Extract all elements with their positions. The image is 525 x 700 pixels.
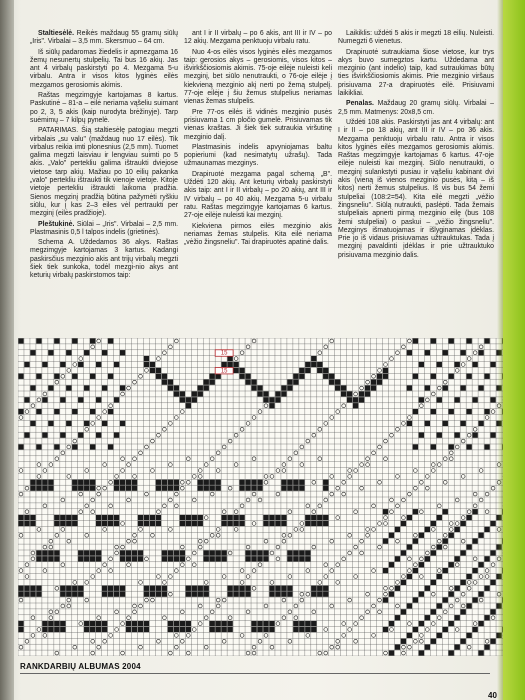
paragraph: Plastmasinis indelis apvyniojamas baltu popieriumi (kad nesimatytų užrašų). Tada užmaunamas mezginys. (184, 143, 332, 168)
text-column-middle (184, 30, 332, 249)
paragraph: Staltiesėlė. Reikės maždaug 55 gramų siūlų „Iris". Virbalai – 3,5 mm. Skersmuo – 64 cm. (30, 30, 178, 46)
knitting-chart (18, 338, 508, 656)
paragraph: Kiekviena pirmos eilės mezginio akis neriamas žemas stulpelis. Kita eilė neriama „vėžio žingsneliu". Tai drapiruotės apatinė dalis. (184, 222, 332, 247)
paragraph: Drapiruotė sutraukiama šiose vietose, kur trys akys buvo sumegztos kartu. Uždedama ant mezginio (ant indelio) taip, kad sutraukimas būtų ties išvirkščiosiomis akimis. Prie mezginio viršaus prisiuvama 27-a drapiruotės eilė. Prisiuvami laikikliai. (338, 48, 494, 98)
paragraph: Pre 77-os eilės iš vidinės mezginio pusės prisiuvama 1 cm pločio gumelė. Prisiuvamas tik vienas kraštas. Ji šiek tiek sutraukia viršutinę mezginio dalį. (184, 108, 332, 141)
section-heading-pencil-holder: Pleštukinė. (38, 220, 75, 228)
paragraph: Pleštukinė. Siūlai – „Iris". Virbalai – 2,5 mm. Plastmasinis 0,5 l talpos indelis (grietinės). (30, 220, 178, 236)
section-heading-pencil-case: Penalas. (346, 100, 374, 108)
magazine-footer-title: RANKDARBIŲ ALBUMAS 2004 (20, 662, 141, 671)
paragraph: Raštas megzimgyje kartojamas 8 kartus. Paskutinė – 81-a – eilė neriama vąšeliu suimant po 2, 3, 5 akis (kaip nurodyta brėžinyje). Tarp suėmimų – 7 kilpų pynelė. (30, 92, 178, 124)
section-heading-tablecloth: Staltiesėlė. (38, 30, 75, 37)
text-column-left (30, 30, 178, 283)
paragraph: Penalas. Maždaug 20 gramų siūlų. Virbalai – 2,5 mm. Matmenys: 20x8,5 cm. (338, 100, 494, 116)
green-page-edge (503, 0, 525, 700)
paragraph: Drapiruotė mezgama pagal schemą „B". Uždėti 120 akių. Ant keturių virbalų paskirstyti akis taip: ant I ir II virbalų – po 20 akių, ant III ir IV virbalų – po 40 akių. Mezgama 5-u virbalu ratu. Raštas megzimgyje kartojamas 6 kartus. 27-oje eilėje nuleisti kai mezginį. (184, 170, 332, 220)
knitting-chart-grid (18, 338, 508, 656)
paragraph: Nuo 4-os eilės visos lyginės eilės mezgamos taip: gerosios akys – gerosiomis, visos kitos – išvirkščiosiomis akimis. 75-oje eilėje nuleisti keli mezginį, bet siūlo nenutraukti, o 76-oje eilėje į kiekvieną mezginio akį nerti po žemą stulpelį. 77-oje eilėje į šiu žemus stulpelius neriamas vienas žemas stulpelis. (184, 48, 332, 106)
book-spine-shadow (0, 0, 14, 700)
footer-divider (20, 673, 490, 674)
tip-paragraph: PATARIMAS. Šią staltiesėlę patogiau megzti virbalais „su valu" (maždaug nuo 17 eilės). Tik virbalus reikia imti plonesnius (2,5 mm). Tuomet galima megzti laisviau ir lengviau suimti po 5 akis. „Valo" pertekliu galima ištraukti dviejose vietose tarp akių. Mažiau po 10 eilių pakanka „valo" pertekliu ištraukti tik vienoje vietoje. Kitoje vietoje pertekliu ištraukti laikoma pradžia. Sienos megzinį pradžią būtina pažymėti ryškiu siūlu, kur į kas 2–3 eiles vėl pertraukti per mezginį (eilės pradžioje). (30, 127, 178, 218)
page-number: 40 (488, 691, 497, 700)
paragraph: Laikiklis: uždėti 5 akis ir megzti 18 eilių. Nuleisti. Numegzti 6 vienetus. (338, 30, 494, 46)
paragraph: Schema A. Uždedamos 36 akys. Raštas megzimgyje kartojamas 3 kartus. Kadangi paskirsčius mezginio akis ant trijų virbalų megzti šiek tiek sunkoka, todėl mezgi-nio akys ant keturių virbalų paskirstomos taip: (30, 239, 178, 280)
paragraph: Uždėti 108 akis. Paskirstyti jas ant 4 virbalų: ant I ir II – po 18 akių, ant III ir IV – po 36 akis. Mezgama penktuoju virbalu ratu. Antra ir visos kitos lyginės eilės mezgamos gerosiomis akimis. Raštas megzimgyje kartojamas 6 kartus. 47-oje eilėje nuleisti kai mezginį. Siūlo nenutraukti, o mezginį sulankstyti pusiau ir vąšeliu kabinant dvi akis (vieną iš vienos mezginio pusės, kitą – iš kitos) nerti žemus stulpelius. Iš vis bus 54 žemi stulpeliai (108:2=54). Kita eilė megzti „vėžio žingsneliu". Siūlą nutraukti, paslėpti. Tada žemais stulpeliais apnerti pirmą mezginio eilę (bus 108 žemi stulpeliai) o paskui – „vėžio žingsneliu". Mezginys išmatuojamas ir išlyginamas įdėklas. Prie jo iš vidaus prisiuvamas užtrauktukas. Tada į mezginį pavaldinti įdėklas ir prie užtrauktuko prisiuvama mezginio dalis. (338, 118, 494, 259)
repeat-marker-label: 15 (220, 350, 228, 357)
text-column-right (338, 30, 494, 262)
paragraph: Iš siūlų padaromas žiedelis ir apmezgama 16 žemų nesunertų stulpelių. Tai bus 16 akių. Jas ant 4 virbalų paskirstyti po 4. Mezgama 5-u virbalu. Antra ir visos kitos lyginės eilės mezgamos gerosiomis akimis. (30, 48, 178, 89)
paragraph: ant I ir II virbalų – po 6 akis, ant III ir IV – po 12 akių. Mezgama penktuoju virbalu ratu. (184, 30, 332, 46)
repeat-marker-label: 15 (220, 368, 228, 375)
